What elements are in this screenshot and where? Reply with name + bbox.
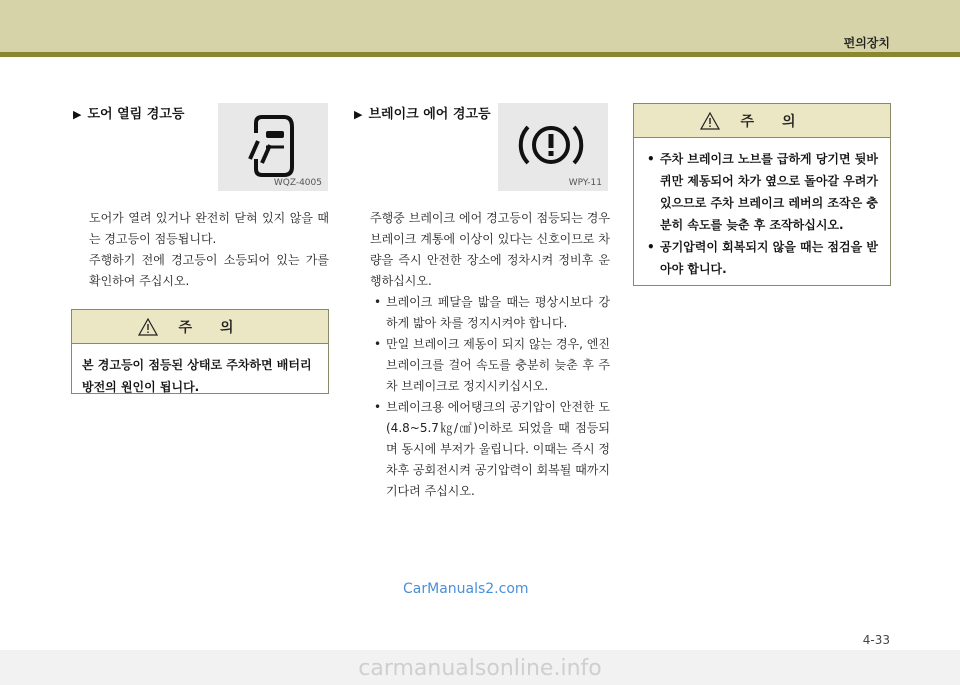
brake-air-description [370,208,610,292]
door-warning-heading [73,103,184,122]
brake-warning-icon-box [498,103,608,191]
header-band [0,0,960,52]
section-title: 편의장치 [843,36,890,50]
right-caution-body [634,138,890,290]
right-caution-label: 주의 [740,113,824,130]
brake-air-heading [354,103,491,122]
triangle-bullet-icon: ▶ [73,108,82,121]
brake-bullet-list [370,292,610,502]
watermark-link[interactable]: CarManuals2.com [403,581,529,597]
brake-icon-code: WPY-11 [568,178,602,188]
warning-triangle-icon [700,112,720,130]
door-warning-icon-box [218,103,328,191]
left-caution-text: 본 경고등이 점등된 상태로 주차하면 배터리 방전의 원인이 됩니다. [82,358,312,394]
door-paragraph-1: 도어가 열려 있거나 완전히 닫혀 있지 않을 때는 경고등이 점등됩니다. [89,211,329,246]
brake-bullet-2: • 만일 브레이크 제동이 되지 않는 경우, 엔진 브레이크를 걸어 속도를 충분히 늦춘 후 주차 브레이크로 정지시키십시오. [370,334,610,397]
left-caution-header [72,310,328,344]
triangle-bullet-icon: ▶ [354,108,363,121]
brake-bullet-1: • 브레이크 페달을 밟을 때는 평상시보다 강하게 밟아 차를 정지시켜야 합니다. [370,292,610,334]
door-warning-heading-text: 도어 열림 경고등 [87,107,185,122]
door-icon-code: WQZ-4005 [273,178,322,188]
brake-air-heading-text: 브레이크 에어 경고등 [368,107,491,122]
right-caution-item-2: • 공기압력이 회복되지 않을 때는 점검을 받아야 합니다. [644,236,880,280]
left-caution-label: 주의 [178,319,262,336]
page-number: 4-33 [862,633,890,647]
door-paragraph-2: 주행하기 전에 경고등이 소등되어 있는 가를 확인하여 주십시오. [89,253,329,288]
door-open-icon [248,111,298,181]
footer-site-text: carmanualsonline.info [358,656,602,681]
brake-warning-icon [516,115,586,175]
right-caution-header [634,104,890,138]
brake-paragraph: 주행중 브레이크 에어 경고등이 점등되는 경우 브레이크 계통에 이상이 있다는 신호이므로 차량을 즉시 안전한 장소에 정차시켜 정비후 운행하십시오. [370,211,610,288]
brake-bullet-3: • 브레이크용 에어탱크의 공기압이 안전한 도(4.8~5.7㎏/㎠)이하로 되었을 때 점등되며 동시에 부저가 울립니다. 이때는 즉시 정차후 공회전시켜 공기압력이 회복될 때까지 기다려 주십시오. [370,397,610,502]
header-rule [0,52,960,57]
right-caution-item-1: • 주차 브레이크 노브를 급하게 당기면 뒷바퀴만 제동되어 차가 옆으로 돌아갈 우려가 있으므로 주차 브레이크 레버의 조작은 충분히 속도를 늦춘 후 조작하십시오. [644,148,880,236]
warning-triangle-icon [138,318,158,336]
left-caution-box [71,309,329,394]
right-caution-box [633,103,891,286]
door-warning-description [89,208,329,292]
